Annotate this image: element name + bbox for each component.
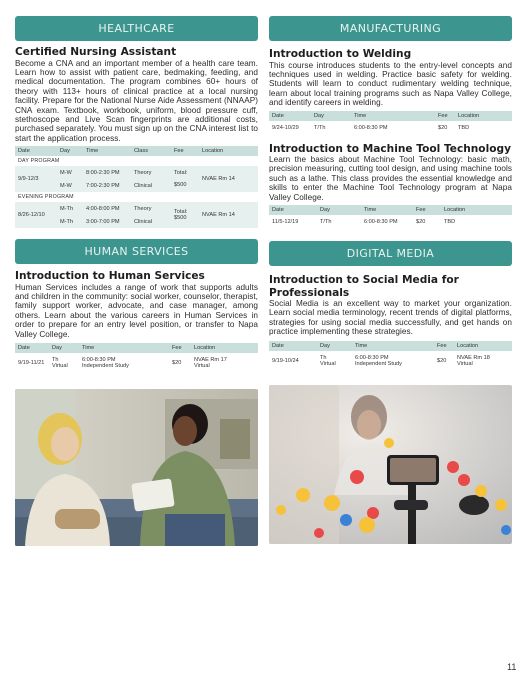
cell-date: 8/26-12/10 xyxy=(15,202,57,228)
location-line: NVAE Rm 17 xyxy=(194,357,227,364)
cell-time: 6:00-8:30 PM xyxy=(364,219,398,226)
col-header-location: Location xyxy=(455,111,512,121)
welding-title: Introduction to Welding xyxy=(269,48,412,60)
human-services-title: Introduction to Human Services xyxy=(15,270,205,283)
social-media-title: Introduction to Social Media for Professionals xyxy=(269,274,459,299)
cell-time: 8:00-2:30 PM xyxy=(83,166,131,179)
time-line: Independent Study xyxy=(82,363,129,370)
cna-title: Certified Nursing Assistant xyxy=(15,46,177,58)
cna-schedule-table xyxy=(15,146,258,228)
cna-description: Become a CNA and an important member of a health care team. Learn how to assist with patient care, bedmaking, feeding, and medical documentation. The program combines 60+ hours of theory with 113+ hours of clinical practice at a local nursing facility. Prepare for the National Nurse Aide Assessment (NNAAP) CNA exam. Textbook, workbook, uniform, blood pressure cuff, stethoscope and Live Scan fingerprints are additional costs, purchased separately. You must sign up on the CNA interest list to start the application process. xyxy=(15,58,258,143)
cell-location xyxy=(191,353,258,373)
counseling-session-illustration xyxy=(15,389,258,546)
cell-class: Clinical xyxy=(131,179,171,192)
manufacturing-banner: MANUFACTURING xyxy=(269,16,512,41)
social-media-table xyxy=(269,341,512,371)
col-header-class: Class xyxy=(131,146,171,156)
cell-fee: $20 xyxy=(437,357,447,364)
cell-fee xyxy=(171,166,199,192)
time-line: 6:00-8:30 PM xyxy=(355,354,389,361)
welding-table xyxy=(269,111,512,135)
day-line: Th xyxy=(52,357,59,364)
social-media-photo xyxy=(269,385,512,544)
fee-value: $500 xyxy=(174,182,187,189)
cell-day: M-W xyxy=(57,179,83,192)
social-media-description: Social Media is an excellent way to market your organization. Learn social media terminology, recent trends of digital platforms, strategies for using social media successfully, and get hands on practice implementing these strategies. xyxy=(269,299,512,337)
evening-program-label: EVENING PROGRAM xyxy=(18,194,74,201)
cell-location xyxy=(454,351,512,371)
table-row xyxy=(15,202,258,215)
day-program-label: DAY PROGRAM xyxy=(18,158,60,165)
col-header-time: Time xyxy=(361,205,413,215)
cell-date: 9/24-10/29 xyxy=(272,124,299,131)
cell-time xyxy=(79,353,169,373)
fee-value: $500 xyxy=(174,215,187,222)
day-line: Th xyxy=(320,354,327,361)
col-header-day: Day xyxy=(49,343,79,353)
machine-tool-title: Introduction to Machine Tool Technology xyxy=(269,142,511,155)
col-header-location: Location xyxy=(454,341,512,351)
human-services-photo xyxy=(15,389,258,546)
col-header-date: Date xyxy=(15,343,49,353)
cell-day: T/Th xyxy=(320,219,332,226)
col-header-fee: Fee xyxy=(434,341,454,351)
cell-location: TBD xyxy=(444,219,456,226)
table-row xyxy=(269,351,512,371)
section-row xyxy=(15,192,258,202)
table-row xyxy=(269,215,512,229)
day-line: Virtual xyxy=(52,363,68,370)
col-header-time: Time xyxy=(79,343,169,353)
machine-tool-description: Learn the basics about Machine Tool Technology: basic math, precision measuring, cutting tool design, and using machine tools such as a lathe. This class provides the essential knowledge and skills to enter the Machine Tool Technology program at Napa Valley College. xyxy=(269,155,512,202)
location-line: Virtual xyxy=(194,363,210,370)
cell-fee: $20 xyxy=(172,360,182,367)
table-header-row xyxy=(269,111,512,121)
table-header-row xyxy=(269,341,512,351)
table-row xyxy=(15,353,258,373)
fee-label: Total: xyxy=(174,209,188,216)
col-header-fee: Fee xyxy=(413,205,441,215)
col-header-time: Time xyxy=(352,341,434,351)
cell-class: Theory xyxy=(131,202,171,215)
table-header-row xyxy=(15,146,258,156)
cell-fee: $20 xyxy=(416,219,426,226)
cell-class: Theory xyxy=(131,166,171,179)
cell-date: 9/9-12/3 xyxy=(15,166,57,192)
cell-location: NVAE Rm 14 xyxy=(199,166,258,192)
cell-fee: $20 xyxy=(438,124,448,131)
time-line: 6:00-8:30 PM xyxy=(82,357,116,364)
human-services-banner: HUMAN SERVICES xyxy=(15,239,258,264)
col-header-day: Day xyxy=(57,146,83,156)
cell-day: T/Th xyxy=(314,124,326,131)
cell-time: 6:00-8:30 PM xyxy=(354,124,388,131)
col-header-fee: Fee xyxy=(169,343,191,353)
col-header-location: Location xyxy=(199,146,258,156)
human-services-table xyxy=(15,343,258,373)
machine-tool-table xyxy=(269,205,512,229)
digital-media-banner: DIGITAL MEDIA xyxy=(269,241,512,266)
col-header-date: Date xyxy=(269,341,317,351)
cell-class: Clinical xyxy=(131,215,171,228)
cell-date: 9/19-11/21 xyxy=(18,360,45,367)
table-header-row xyxy=(15,343,258,353)
table-header-row xyxy=(269,205,512,215)
left-column xyxy=(15,16,258,546)
col-header-fee: Fee xyxy=(171,146,199,156)
healthcare-banner: HEALTHCARE xyxy=(15,16,258,41)
table-row xyxy=(15,166,258,179)
col-header-date: Date xyxy=(269,111,311,121)
location-line: NVAE Rm 18 xyxy=(457,354,490,361)
col-header-day: Day xyxy=(317,205,361,215)
cell-time: 4:00-8:00 PM xyxy=(83,202,131,215)
cell-fee xyxy=(171,202,199,228)
col-header-time: Time xyxy=(351,111,435,121)
cell-time xyxy=(352,351,434,371)
table-row xyxy=(269,121,512,135)
human-services-description: Human Services includes a range of work that supports adults and children in the community: social worker, counselor, therapist, family support worker, advocate, and case manager, among others. Learn about the various careers in Human Services in order to prepare for an entry level position, or transfer to Napa Valley College. xyxy=(15,282,258,339)
cell-day xyxy=(317,351,352,371)
cell-day: M-Th xyxy=(57,215,83,228)
col-header-location: Location xyxy=(191,343,258,353)
col-header-date: Date xyxy=(15,146,57,156)
page-number: 11 xyxy=(507,662,517,672)
cell-date: 9/19-10/24 xyxy=(272,357,299,364)
cell-day xyxy=(49,353,79,373)
cell-time: 7:00-2:30 PM xyxy=(83,179,131,192)
cell-day: M-Th xyxy=(57,202,83,215)
welding-description: This course introduces students to the entry-level concepts and techniques used in welding. Practice basic safety for welding. Students will learn to conduct rudimentary welding technique, learn about local training programs such as Napa Valley College, and identify careers in welding. xyxy=(269,60,512,108)
cell-day: M-W xyxy=(57,166,83,179)
col-header-date: Date xyxy=(269,205,317,215)
col-header-time: Time xyxy=(83,146,131,156)
day-line: Virtual xyxy=(320,360,336,367)
time-line: Independent Study xyxy=(355,360,402,367)
section-row xyxy=(15,156,258,166)
cell-time: 3:00-7:00 PM xyxy=(83,215,131,228)
cell-date: 11/5-12/19 xyxy=(272,219,299,226)
social-media-illustration xyxy=(269,385,512,544)
col-header-day: Day xyxy=(311,111,351,121)
cell-location: TBD xyxy=(458,124,470,131)
col-header-location: Location xyxy=(441,205,512,215)
cell-location: NVAE Rm 14 xyxy=(199,202,258,228)
col-header-day: Day xyxy=(317,341,352,351)
right-column xyxy=(269,16,512,544)
location-line: Virtual xyxy=(457,360,473,367)
fee-label: Total: xyxy=(174,170,188,177)
col-header-fee: Fee xyxy=(435,111,455,121)
